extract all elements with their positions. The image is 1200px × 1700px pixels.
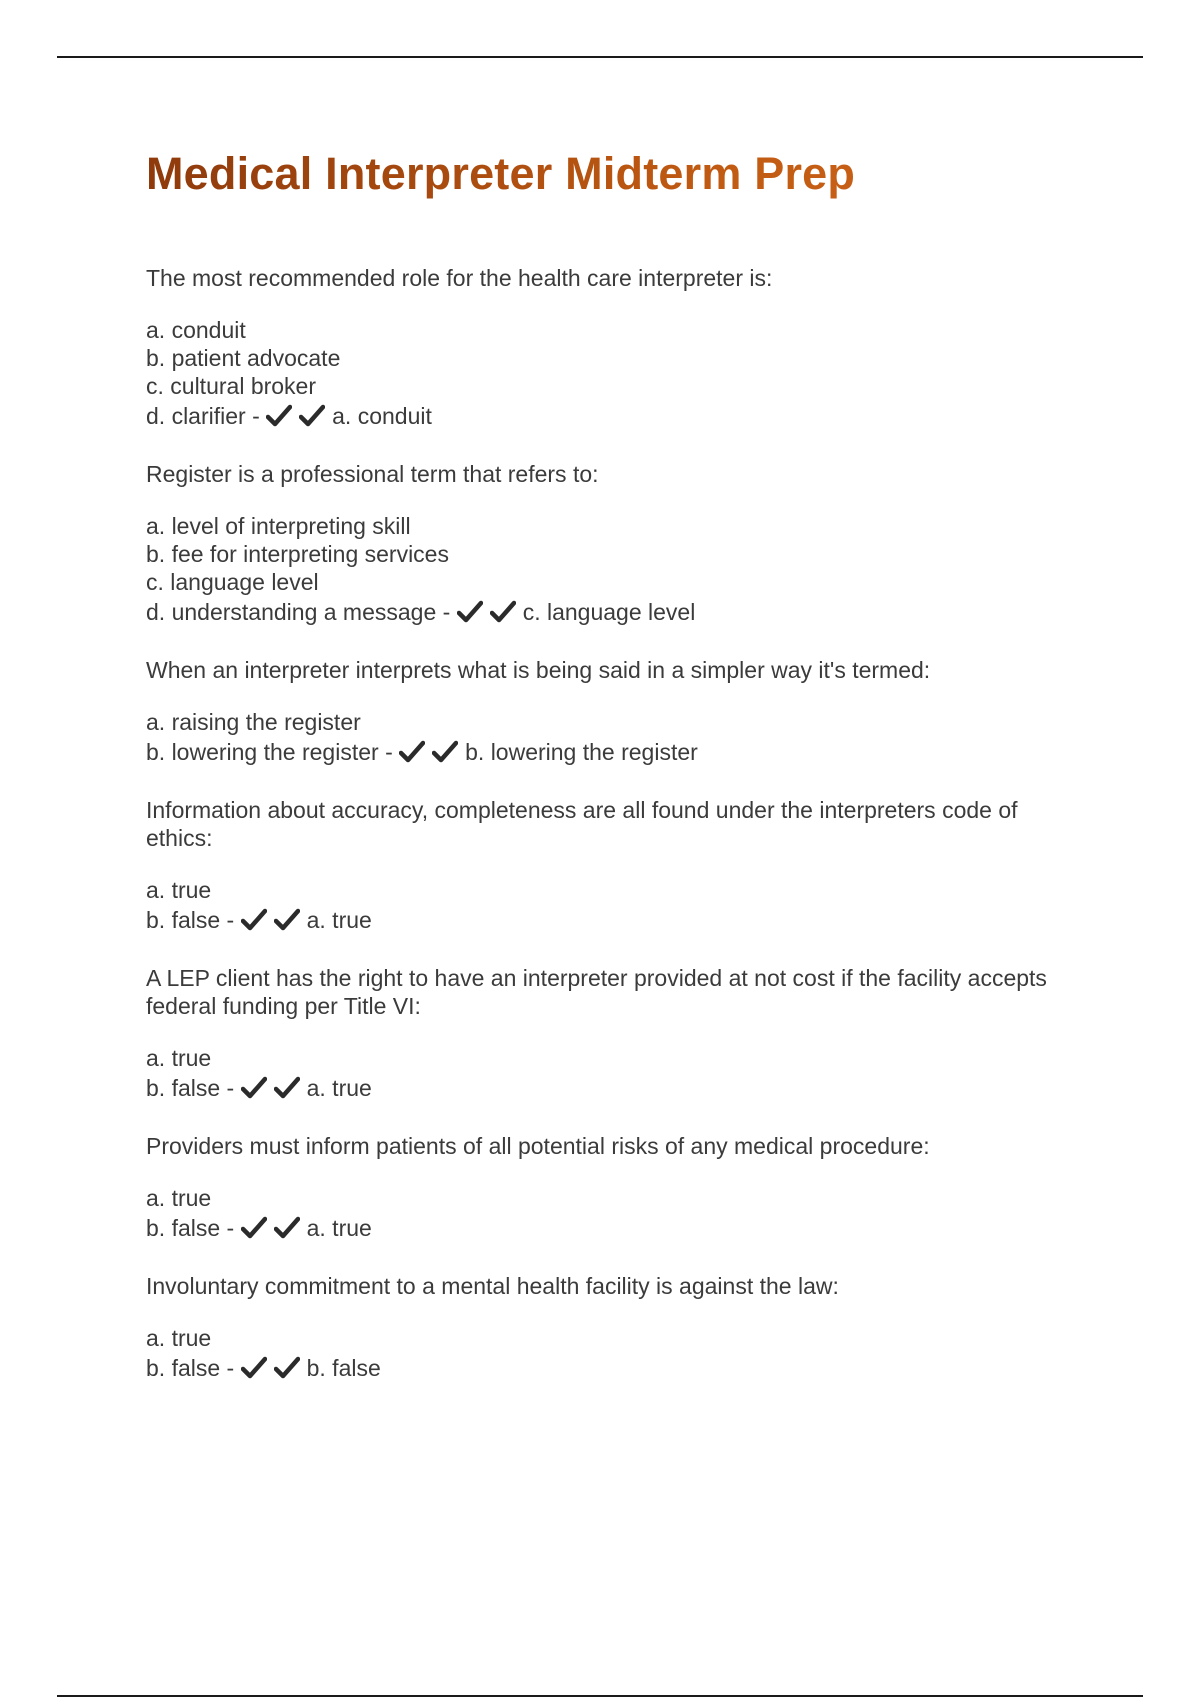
check-icon xyxy=(399,740,425,764)
option-text: b. false - xyxy=(146,1075,235,1101)
check-icon xyxy=(432,740,458,764)
option-text: b. false - xyxy=(146,1215,235,1241)
option-with-answer xyxy=(146,736,1076,768)
option-with-answer xyxy=(146,596,1076,628)
option-list xyxy=(146,1184,1076,1244)
option: a. true xyxy=(146,1325,212,1351)
check-icon xyxy=(490,600,516,624)
question-block xyxy=(146,656,1076,768)
question-block xyxy=(146,460,1076,628)
option: a. raising the register xyxy=(146,709,361,735)
check-icon xyxy=(274,1356,300,1380)
option-text: d. understanding a message - xyxy=(146,599,451,625)
question-block xyxy=(146,1272,1076,1384)
check-icon xyxy=(299,404,325,428)
check-icon xyxy=(241,908,267,932)
check-icon xyxy=(266,404,292,428)
question-text: When an interpreter interprets what is being said in a simpler way it's termed: xyxy=(146,657,931,683)
option: a. true xyxy=(146,877,212,903)
question-text: The most recommended role for the health care interpreter is: xyxy=(146,265,773,291)
question-block xyxy=(146,264,1076,432)
option-with-answer xyxy=(146,1072,1076,1104)
check-icon xyxy=(241,1356,267,1380)
option-text: b. false - xyxy=(146,907,235,933)
option: b. fee for interpreting services xyxy=(146,541,449,567)
option: a. level of interpreting skill xyxy=(146,513,411,539)
bottom-rule xyxy=(57,1695,1143,1697)
answer-text: b. false xyxy=(306,1355,381,1381)
document-body xyxy=(146,146,1076,1412)
option-list xyxy=(146,1324,1076,1384)
option-list xyxy=(146,512,1076,628)
option-list xyxy=(146,876,1076,936)
check-icon xyxy=(241,1076,267,1100)
question-block xyxy=(146,1132,1076,1244)
option: c. language level xyxy=(146,569,319,595)
option: a. true xyxy=(146,1185,212,1211)
option-text: b. lowering the register - xyxy=(146,739,393,765)
option-with-answer xyxy=(146,400,1076,432)
check-icon xyxy=(457,600,483,624)
option-list xyxy=(146,316,1076,432)
check-icon xyxy=(241,1216,267,1240)
option-text: d. clarifier - xyxy=(146,403,260,429)
question-text: Providers must inform patients of all potential risks of any medical procedure: xyxy=(146,1133,930,1159)
option: a. conduit xyxy=(146,317,246,343)
check-icon xyxy=(274,908,300,932)
option: a. true xyxy=(146,1045,212,1071)
option-with-answer xyxy=(146,1212,1076,1244)
option-list xyxy=(146,708,1076,768)
answer-text: a. true xyxy=(306,907,372,933)
question-text: Register is a professional term that refers to: xyxy=(146,461,599,487)
top-rule xyxy=(57,56,1143,58)
page-title: Medical Interpreter Midterm Prep xyxy=(146,146,1076,202)
option: c. cultural broker xyxy=(146,373,317,399)
answer-text: c. language level xyxy=(522,599,696,625)
check-icon xyxy=(274,1216,300,1240)
question-text: A LEP client has the right to have an interpreter provided at not cost if the facility accepts federal funding per Title VI: xyxy=(146,965,1047,1019)
answer-text: a. true xyxy=(306,1075,372,1101)
question-text: Information about accuracy, completeness are all found under the interpreters code of ethics: xyxy=(146,797,1018,851)
option-text: b. false - xyxy=(146,1355,235,1381)
answer-text: b. lowering the register xyxy=(465,739,698,765)
option-with-answer xyxy=(146,904,1076,936)
option: b. patient advocate xyxy=(146,345,341,371)
question-block xyxy=(146,796,1076,936)
check-icon xyxy=(274,1076,300,1100)
option-list xyxy=(146,1044,1076,1104)
answer-text: a. conduit xyxy=(332,403,432,429)
question-text: Involuntary commitment to a mental health facility is against the law: xyxy=(146,1273,839,1299)
question-block xyxy=(146,964,1076,1104)
answer-text: a. true xyxy=(306,1215,372,1241)
option-with-answer xyxy=(146,1352,1076,1384)
